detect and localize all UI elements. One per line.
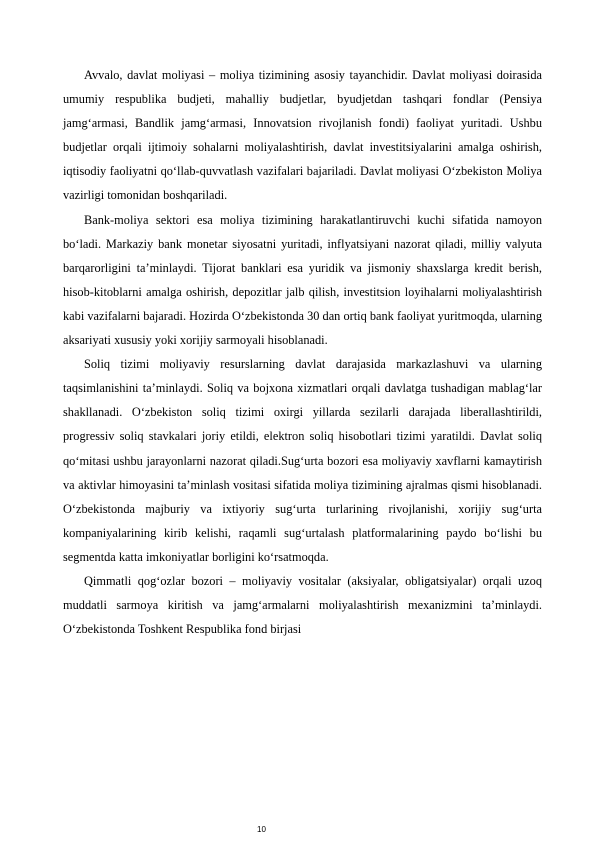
paragraph-banking-sector: Bank-moliya sektori esa moliya tizimining harakatlantiruvchi kuchi sifatida namoyon bo‘ladi. Markaziy bank monetar siyosatni yuritadi, inflyatsiyani nazorat qiladi, milliy valyuta barqarorligini ta’minlaydi. Tijorat banklari esa yuridik va jismoniy shaxslarga kredit berish, hisob-kitoblarni amalga oshirish, depozitlar jalb qilish, investitsion loyihalarni moliyalashtirish kabi vazifalarni bajaradi. Hozirda O‘zbekistonda 30 dan ortiq bank faoliyat yuritmoqda, ularning aksariyati xususiy yoki xorijiy sarmoyali hisoblanadi. bbox=[63, 212, 542, 348]
document-page bbox=[63, 63, 542, 641]
paragraph-state-finance: Avvalo, davlat moliyasi – moliya tizimining asosiy tayanchidir. Davlat moliyasi doirasida umumiy respublika budjeti, mahalliy budjetlar, byudjetdan tashqari fondlar (Pensiya jamg‘armasi, Bandlik jamg‘armasi, Innovatsion rivojlanish fondi) faoliyat yuritadi. Ushbu budjetlar orqali ijtimoiy sohalarni moliyalashtirish, davlat investitsiyalarini amalga oshirish, iqtisodiy faoliyatni qo‘llab-quvvatlash vazifalari bajariladi. Davlat moliyasi O‘zbekiston Moliya vazirligi tomonidan boshqariladi. bbox=[63, 68, 542, 203]
page-number: 10 bbox=[257, 825, 266, 834]
paragraph-securities-market: Qimmatli qog‘ozlar bozori – moliyaviy vositalar (aksiyalar, obligatsiyalar) orqali uzoq muddatli sarmoya kiritish va jamg‘armalarni moliyalashtirish mexanizmini ta’minlaydi. O‘zbekistonda Toshkent Respublika fond birjasi bbox=[63, 573, 542, 637]
paragraph-tax-system: Soliq tizimi moliyaviy resurslarning davlat darajasida markazlashuvi va ularning taqsimlanishini ta’minlaydi. Soliq va bojxona xizmatlari orqali davlatga tushadigan mablag‘lar shakllanadi. O‘zbekiston soliq tizimi oxirgi yillarda sezilarli darajada liberallashtirildi, progressiv soliq stavkalari joriy etildi, elektron soliq hisobotlari tizimi yaratildi. Davlat soliq qo‘mitasi ushbu jarayonlarni nazorat qiladi.Sug‘urta bozori esa moliyaviy xavflarni kamaytirish va aktivlar himoyasini ta’minlash vositasi sifatida moliya tizimining ajralmas qismi hisoblanadi. O‘zbekistonda majburiy va ixtiyoriy sug‘urta turlarining rivojlanishi, xorijiy sug‘urta kompaniyalarining kirib kelishi, raqamli sug‘urtalash platformalarining paydo bo‘lishi bu segmentda katta imkoniyatlar borligini ko‘rsatmoqda. bbox=[63, 357, 542, 564]
